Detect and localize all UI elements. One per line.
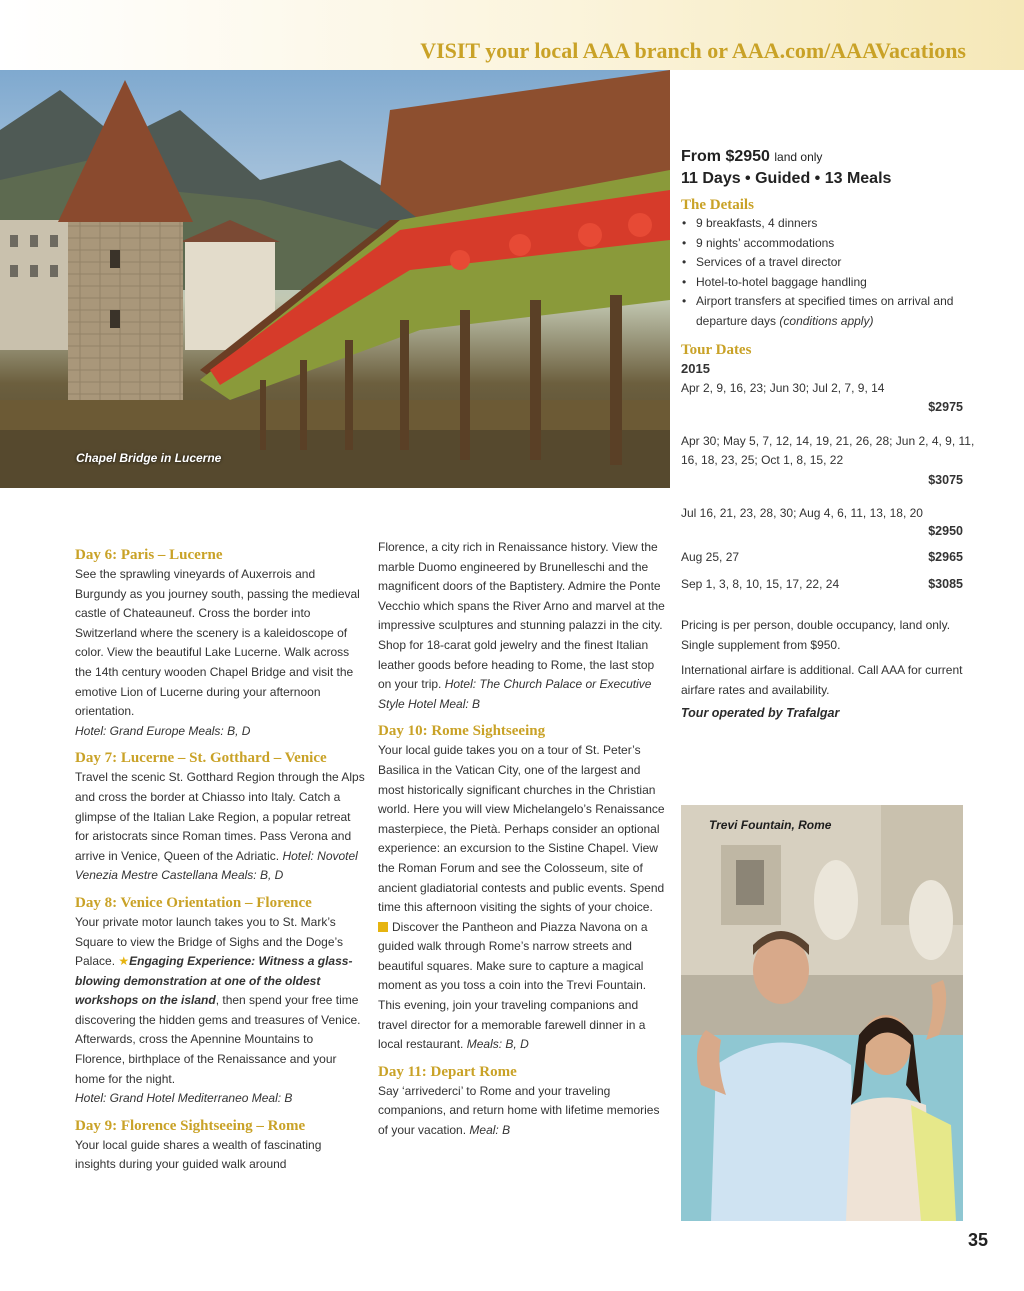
day-6-text	[75, 565, 365, 741]
pricing-note: Pricing is per person, double occupancy, land only. Single supplement from $950.	[681, 618, 951, 652]
engaging-experience-label: Engaging Experience:	[129, 954, 256, 969]
airport-transfers-text: Airport transfers at specified times on arrival and departure days	[696, 294, 954, 328]
day-10-description: Your local guide takes you on a tour of St. Peter’s Basilica in the Vatican City, one of the largest and most historically significant churches in the Christian world. Here you will view Michelangelo’s Renaissance masterpiece, the Pietà. Perhaps consider an optional experience: an excursion to the Sistine Chapel. View the Roman Forum and see the Colosseum, site of ancient gladiatorial contests and public events. Spend time this afternoon visiting the sights of your choice.	[378, 743, 665, 915]
date-row-price: $3075	[928, 472, 963, 487]
visit-aaa-text: VISIT your local AAA branch or AAA.com/AAAVacations	[420, 38, 966, 63]
date-row-dates: Apr 2, 9, 16, 23; Jun 30; Jul 2, 7, 9, 14	[681, 380, 885, 395]
day-8-description: Your private motor launch takes you to St. Mark’s Square to view the Bridge of Sighs and the Doge’s Palace.	[75, 914, 343, 969]
date-row-dates: Apr 30; May 5, 7, 12, 14, 19, 21, 26, 28; Jun 2, 4, 9, 11, 16, 18, 23, 25; Oct 1, 8, 15, 22	[681, 433, 975, 467]
day-9-text-cont	[378, 538, 666, 714]
trevi-caption: Trevi Fountain, Rome	[709, 818, 832, 832]
days-guided-meals: 11 Days • Guided • 13 Meals	[681, 170, 892, 187]
date-row-price: $3085	[928, 576, 963, 591]
date-row-dates: Aug 25, 27	[681, 550, 740, 564]
list-item: • Services of a travel director	[681, 253, 981, 273]
list-item	[681, 292, 981, 331]
day-8-text	[75, 913, 365, 1109]
day-10-description-cont: Discover the Pantheon and Piazza Navona on a guided walk through Rome’s narrow streets and beautiful squares. Make sure to capture a magical moment as you toss a coin into the Trevi Fountain. This evening, join your traveling companions and travel director for a memorable farewell dinner in a local restaurant.	[378, 919, 648, 1052]
trevi-fountain-illustration	[681, 805, 963, 1221]
conditions-note: (conditions apply)	[779, 313, 874, 328]
day-10-meals: Meals: B, D	[466, 1037, 529, 1052]
details-list	[681, 214, 981, 331]
list-item: • 9 breakfasts, 4 dinners	[681, 214, 981, 234]
day-11-text	[378, 1082, 666, 1141]
day-9-description: Florence, a city rich in Renaissance history. View the marble Duomo engineered by Brunelleschi and the magnificent doors of the Baptistery. Admire the Ponte Vecchio which spans the River Arno and marvel at the impressive sculptures and stunning palazzi in the city. Shop for 18-carat gold jewelry and the finest Italian leather goods before heading to Rome, the last stop on your trip.	[378, 540, 665, 692]
date-row-price: $2950	[928, 523, 963, 538]
day-9-hotel: Hotel: The Church Palace or Executive Style Hotel Meal: B	[378, 677, 652, 711]
day-11-heading: Day 11: Depart Rome	[378, 1063, 517, 1080]
itinerary-column-1	[75, 540, 365, 1175]
from-price-label: From $2950	[681, 148, 770, 165]
day-9-text-start: Your local guide shares a wealth of fascinating insights during your guided walk around	[75, 1137, 322, 1172]
trevi-fountain-photo	[681, 805, 963, 1221]
date-row-2	[681, 432, 981, 491]
day-7-text	[75, 768, 365, 886]
day-6-heading: Day 6: Paris – Lucerne	[75, 547, 223, 563]
chapel-bridge-photo	[0, 70, 670, 488]
day-10-heading: Day 10: Rome Sightseeing	[378, 723, 546, 740]
details-heading: The Details	[681, 197, 754, 213]
itinerary-column-2	[378, 538, 666, 1141]
date-row-dates: Sep 1, 3, 8, 10, 15, 17, 22, 24	[681, 576, 840, 591]
date-row-price: $2965	[928, 550, 963, 564]
day-11-meal: Meal: B	[469, 1123, 511, 1138]
land-only-label: land only	[774, 150, 823, 164]
day-10-text	[378, 741, 666, 1055]
day-7-hotel: Hotel: Novotel Venezia Mestre Castellana Meals: B, D	[75, 848, 358, 883]
date-row-3	[681, 504, 981, 541]
day-7-heading: Day 7: Lucerne – St. Gotthard – Venice	[75, 750, 327, 767]
date-row-dates: Jul 16, 21, 23, 28, 30; Aug 4, 6, 11, 13, 18, 20	[681, 506, 923, 520]
day-6-hotel: Hotel: Grand Europe Meals: B, D	[75, 723, 251, 738]
page-number: 35	[968, 1230, 989, 1250]
tour-dates-heading: Tour Dates	[681, 342, 752, 358]
hero-caption: Chapel Bridge in Lucerne	[76, 451, 222, 465]
square-bullet-icon	[378, 922, 388, 932]
day-8-description-cont: , then spend your free time discovering the hidden gems and treasures of Venice. Afterwards, cross the Apennine Mountains to Florence, birthplace of the Renaissance and your home for the night.	[75, 993, 361, 1086]
date-row-price: $2975	[928, 400, 963, 414]
day-8-hotel: Hotel: Grand Hotel Mediterraneo Meal: B	[75, 1091, 293, 1106]
day-11-description: Say ‘arrivederci’ to Rome and your traveling companions, and return home with lifetime memories of your vacation.	[378, 1083, 660, 1138]
tour-operator: Tour operated by Trafalgar	[681, 706, 840, 720]
engaging-experience-text: Witness a glass-blowing demonstration at one of the oldest workshops on the island	[75, 954, 353, 1008]
from-price	[681, 148, 981, 166]
star-icon: ★	[118, 954, 130, 969]
day-9-heading: Day 9: Florence Sightseeing – Rome	[75, 1117, 306, 1134]
day-7-description: Travel the scenic St. Gotthard Region through the Alps and cross the border at Chiasso into Italy. Catch a glimpse of the Italian Lake Region, a popular retreat for aristocrats since Roman times. Pass Verona and arrive in Venice, Queen of the Adriatic.	[75, 770, 365, 863]
date-row-4	[681, 548, 981, 568]
airfare-note: International airfare is additional. Call AAA for current airfare rates and availability.	[681, 663, 963, 697]
tour-year: 2015	[681, 361, 710, 376]
date-row-5	[681, 575, 981, 595]
day-6-description: See the sprawling vineyards of Auxerrois and Burgundy as you journey south, passing the medieval castle of Chateauneuf. Cross the border into Switzerland where the scenery is a kaleidoscope of color. View the beautiful Lake Lucerne. Walk across the 14th century wooden Chapel Bridge and visit the emotive Lion of Lucerne during your afternoon orientation.	[75, 567, 360, 719]
chapel-bridge-illustration	[0, 70, 670, 488]
day-8-heading: Day 8: Venice Orientation – Florence	[75, 894, 312, 911]
list-item: • Hotel-to-hotel baggage handling	[681, 273, 981, 293]
list-item: • 9 nights’ accommodations	[681, 234, 981, 254]
date-row-1	[681, 379, 981, 418]
tour-summary	[681, 148, 981, 720]
